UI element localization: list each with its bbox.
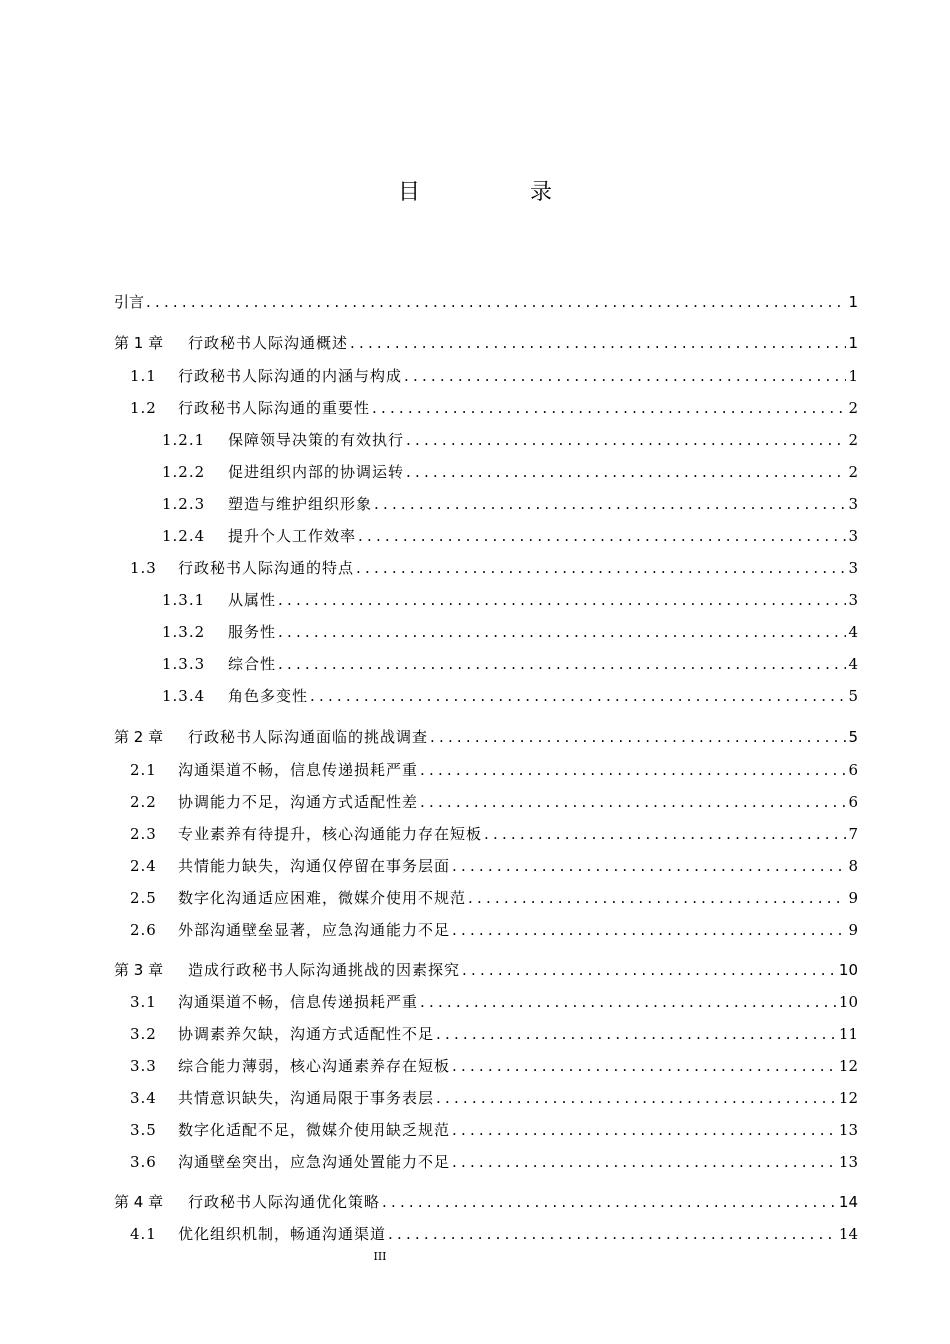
toc-entry-page-number: 13	[838, 1121, 858, 1139]
toc-entry-number: 2.6	[130, 921, 157, 939]
toc-section-entry[interactable]	[130, 1022, 858, 1046]
toc-chapter-entry[interactable]	[114, 331, 858, 355]
toc-dot-leader	[308, 684, 846, 708]
toc-dot-leader	[434, 1022, 837, 1046]
toc-entry-title: 专业素养有待提升，核心沟通能力存在短板	[178, 825, 483, 843]
toc-entry-number: 2.2	[130, 793, 157, 811]
toc-entry-number: 第 3 章	[114, 961, 164, 979]
toc-section-entry[interactable]	[130, 886, 858, 910]
toc-dot-leader	[418, 990, 837, 1014]
toc-entry-title: 保障领导决策的有效执行	[228, 431, 405, 449]
toc-entry-page-number: 10	[838, 993, 858, 1011]
toc-dot-leader	[450, 1118, 837, 1142]
toc-entry-number: 2.1	[130, 761, 157, 779]
toc-dot-leader	[372, 492, 846, 516]
toc-entry-number: 3.6	[130, 1153, 157, 1171]
toc-entry-title: 服务性	[228, 623, 277, 641]
toc-dot-leader	[386, 1222, 837, 1246]
toc-entry-title: 行政秘书人际沟通的重要性	[178, 399, 371, 417]
toc-entry-title: 沟通渠道不畅，信息传递损耗严重	[178, 993, 419, 1011]
toc-section-entry[interactable]	[130, 990, 858, 1014]
toc-entry-title: 沟通渠道不畅，信息传递损耗严重	[178, 761, 419, 779]
toc-entry-page-number: 10	[838, 961, 858, 979]
toc-entry-number: 1.3.3	[162, 655, 206, 673]
toc-entry-number: 3.5	[130, 1121, 157, 1139]
toc-section-entry[interactable]	[130, 1086, 858, 1110]
toc-dot-leader	[370, 396, 846, 420]
toc-entry-number: 1.3.2	[162, 623, 206, 641]
toc-entry-page-number: 5	[848, 728, 858, 746]
toc-entry-title: 提升个人工作效率	[228, 527, 357, 545]
toc-dot-leader	[348, 331, 846, 355]
toc-section-entry[interactable]	[130, 556, 858, 580]
toc-entry-page-number: 2	[848, 399, 858, 417]
toc-entry-number: 第 2 章	[114, 728, 164, 746]
toc-entry-number: 1.3.4	[162, 687, 206, 705]
toc-entry-number: 3.2	[130, 1025, 157, 1043]
toc-entry-page-number: 9	[848, 889, 858, 907]
toc-entry-number: 3.4	[130, 1089, 157, 1107]
toc-entry-title: 综合能力薄弱，核心沟通素养存在短板	[178, 1057, 451, 1075]
toc-subsection-entry[interactable]	[162, 652, 858, 676]
toc-entry-number: 1.2.3	[162, 495, 206, 513]
toc-entry-page-number: 2	[848, 431, 858, 449]
toc-dot-leader	[418, 790, 846, 814]
toc-entry-title: 外部沟通壁垒显著，应急沟通能力不足	[178, 921, 451, 939]
toc-entry-title: 促进组织内部的协调运转	[228, 463, 405, 481]
toc-entry-page-number: 11	[838, 1025, 858, 1043]
toc-entry-title: 共情意识缺失，沟通局限于事务表层	[178, 1089, 435, 1107]
toc-entry-page-number: 4	[848, 623, 858, 641]
toc-subsection-entry[interactable]	[162, 620, 858, 644]
toc-chapter-entry[interactable]	[114, 290, 858, 314]
toc-section-entry[interactable]	[130, 1118, 858, 1142]
toc-entry-number: 1.2.1	[162, 431, 206, 449]
toc-dot-leader	[450, 1054, 837, 1078]
toc-entry-page-number: 1	[848, 367, 858, 385]
toc-entry-title: 行政秘书人际沟通的内涵与构成	[178, 367, 403, 385]
toc-chapter-entry[interactable]	[114, 958, 858, 982]
toc-entry-number: 2.5	[130, 889, 157, 907]
toc-section-entry[interactable]	[130, 918, 858, 942]
toc-entry-page-number: 4	[848, 655, 858, 673]
toc-section-entry[interactable]	[130, 822, 858, 846]
toc-entry-number: 4.1	[130, 1225, 157, 1243]
toc-chapter-entry[interactable]	[114, 725, 858, 749]
toc-dot-leader	[428, 725, 846, 749]
toc-section-entry[interactable]	[130, 758, 858, 782]
toc-section-entry[interactable]	[130, 364, 858, 388]
toc-entry-title: 行政秘书人际沟通面临的挑战调查	[188, 728, 429, 746]
toc-entry-page-number: 6	[848, 761, 858, 779]
toc-entry-page-number: 3	[848, 559, 858, 577]
toc-entry-title: 共情能力缺失，沟通仅停留在事务层面	[178, 857, 451, 875]
toc-dot-leader	[404, 460, 846, 484]
page-number-footer: III	[373, 1250, 387, 1263]
toc-section-entry[interactable]	[130, 790, 858, 814]
toc-dot-leader	[482, 822, 846, 846]
toc-entry-page-number: 5	[848, 687, 858, 705]
toc-entry-page-number: 3	[848, 495, 858, 513]
toc-entry-number: 1.2	[130, 399, 157, 417]
toc-entry-title: 行政秘书人际沟通概述	[188, 334, 349, 352]
toc-entry-page-number: 12	[838, 1057, 858, 1075]
toc-entry-page-number: 6	[848, 793, 858, 811]
toc-section-entry[interactable]	[130, 1054, 858, 1078]
toc-entry-page-number: 7	[848, 825, 858, 843]
toc-entry-number: 第 4 章	[114, 1193, 164, 1211]
toc-dot-leader	[144, 290, 846, 314]
toc-entry-page-number: 12	[838, 1089, 858, 1107]
toc-entry-page-number: 3	[848, 527, 858, 545]
toc-section-entry[interactable]	[130, 1150, 858, 1174]
toc-entry-page-number: 1	[848, 293, 858, 311]
toc-entry-title: 数字化沟通适应困难，微媒介使用不规范	[178, 889, 467, 907]
toc-entry-number: 3.1	[130, 993, 157, 1011]
toc-entry-number: 第 1 章	[114, 334, 164, 352]
toc-dot-leader	[418, 758, 846, 782]
toc-entry-page-number: 2	[848, 463, 858, 481]
toc-dot-leader	[354, 556, 846, 580]
toc-subsection-entry[interactable]	[162, 588, 858, 612]
toc-entry-title: 引言	[114, 293, 145, 311]
toc-dot-leader	[450, 854, 846, 878]
toc-dot-leader	[356, 524, 846, 548]
page-title: 目 录	[397, 180, 596, 205]
toc-entry-page-number: 3	[848, 591, 858, 609]
toc-entry-page-number: 8	[848, 857, 858, 875]
toc-subsection-entry[interactable]	[162, 492, 858, 516]
toc-dot-leader	[276, 652, 846, 676]
toc-entry-page-number: 13	[838, 1153, 858, 1171]
toc-entry-title: 数字化适配不足，微媒介使用缺乏规范	[178, 1121, 451, 1139]
toc-dot-leader	[402, 364, 846, 388]
toc-dot-leader	[434, 1086, 837, 1110]
toc-entry-number: 1.2.4	[162, 527, 206, 545]
toc-subsection-entry[interactable]	[162, 428, 858, 452]
toc-entry-title: 协调素养欠缺，沟通方式适配性不足	[178, 1025, 435, 1043]
toc-subsection-entry[interactable]	[162, 684, 858, 708]
toc-dot-leader	[276, 620, 846, 644]
toc-entry-title: 从属性	[228, 591, 277, 609]
toc-dot-leader	[466, 886, 846, 910]
toc-dot-leader	[404, 428, 846, 452]
toc-entry-number: 1.1	[130, 367, 157, 385]
toc-dot-leader	[450, 1150, 837, 1174]
toc-entry-title: 行政秘书人际沟通的特点	[178, 559, 355, 577]
toc-entry-title: 沟通壁垒突出，应急沟通处置能力不足	[178, 1153, 451, 1171]
toc-entry-page-number: 1	[848, 334, 858, 352]
toc-dot-leader	[460, 958, 837, 982]
toc-entry-page-number: 14	[838, 1193, 858, 1211]
toc-entry-number: 1.2.2	[162, 463, 206, 481]
toc-entry-number: 1.3.1	[162, 591, 206, 609]
toc-section-entry[interactable]	[130, 854, 858, 878]
toc-dot-leader	[276, 588, 846, 612]
toc-entry-page-number: 9	[848, 921, 858, 939]
toc-entry-page-number: 14	[838, 1225, 858, 1243]
toc-entry-number: 2.3	[130, 825, 157, 843]
toc-subsection-entry[interactable]	[162, 460, 858, 484]
toc-subsection-entry[interactable]	[162, 524, 858, 548]
toc-entry-title: 行政秘书人际沟通优化策略	[188, 1193, 381, 1211]
toc-entry-number: 1.3	[130, 559, 157, 577]
toc-entry-number: 2.4	[130, 857, 157, 875]
toc-dot-leader	[450, 918, 846, 942]
toc-dot-leader	[380, 1190, 837, 1214]
toc-entry-title: 塑造与维护组织形象	[228, 495, 373, 513]
toc-section-entry[interactable]	[130, 396, 858, 420]
toc-entry-title: 造成行政秘书人际沟通挑战的因素探究	[188, 961, 461, 979]
toc-entry-title: 综合性	[228, 655, 277, 673]
toc-chapter-entry[interactable]	[114, 1190, 858, 1214]
toc-entry-title: 优化组织机制，畅通沟通渠道	[178, 1225, 387, 1243]
toc-entry-title: 角色多变性	[228, 687, 309, 705]
toc-entry-title: 协调能力不足，沟通方式适配性差	[178, 793, 419, 811]
toc-entry-number: 3.3	[130, 1057, 157, 1075]
toc-section-entry[interactable]	[130, 1222, 858, 1246]
